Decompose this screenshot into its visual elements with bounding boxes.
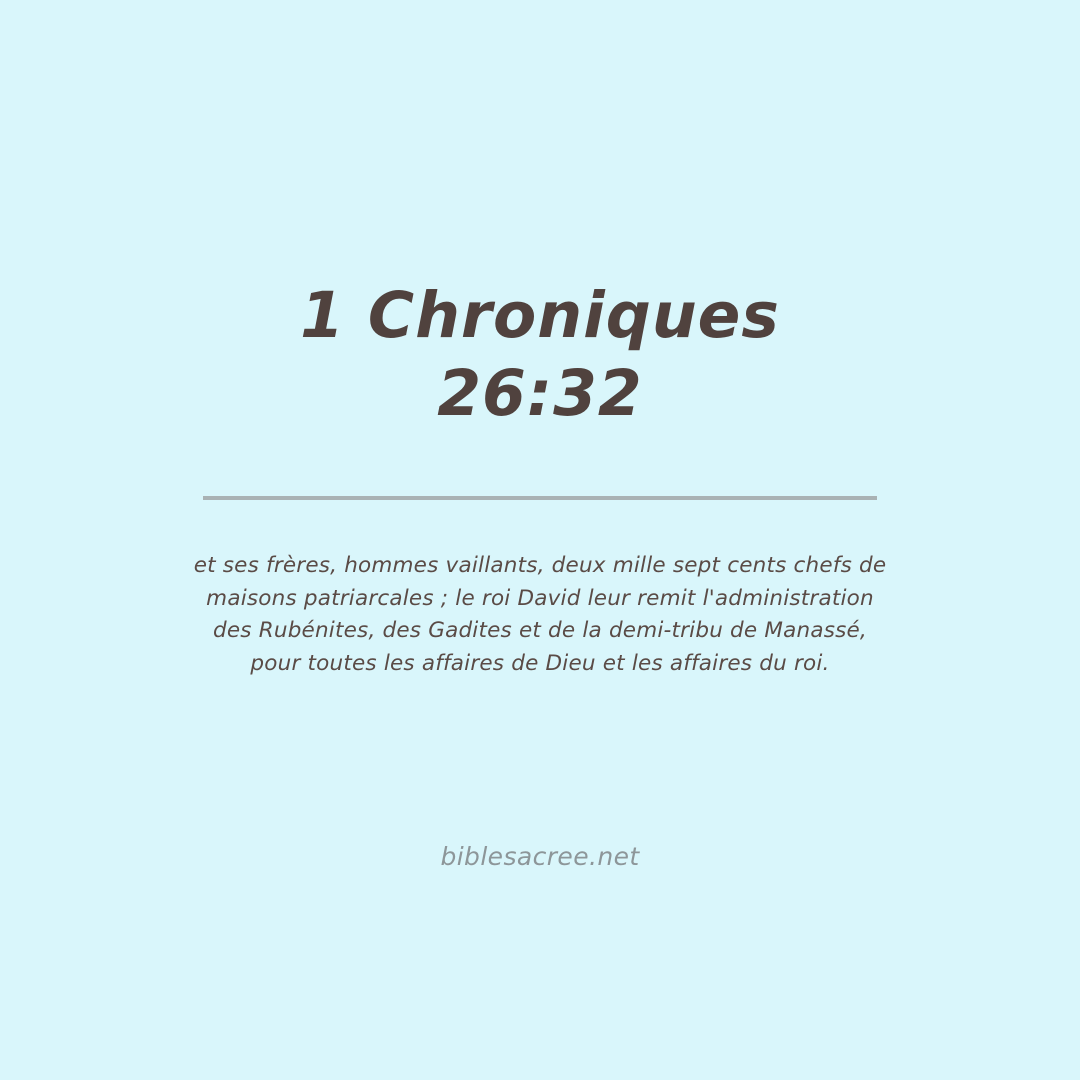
footer-website: biblesacree.net — [440, 842, 640, 871]
reference-chapter-verse: 26:32 — [437, 357, 643, 431]
divider — [203, 496, 877, 500]
verse-text: et ses frères, hommes vaillants, deux mille sept cents chefs de maisons patriarcales ; le roi David leur remit l'administration des Rubénites, des Gadites et de la demi-tribu de Manassé, pour toutes les affaires de Dieu et les affaires du roi. — [193, 553, 887, 677]
verse-reference — [0, 279, 1080, 431]
reference-book: 1 Chroniques — [300, 279, 780, 352]
